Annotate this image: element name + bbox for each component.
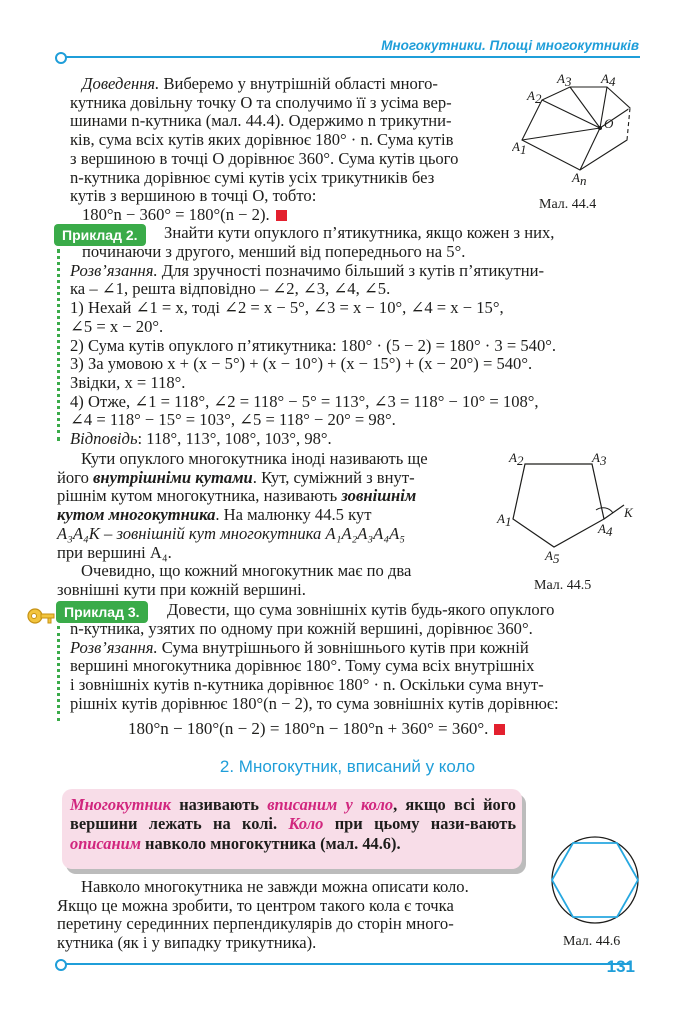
label-o: O (604, 116, 614, 131)
inscribed-hexagon (552, 843, 638, 917)
solution-line: Сума внутрішнього й зовнішнього кутів при кожній (157, 637, 529, 657)
solution-line: 1) Нехай ∠1 = x, тоді ∠2 = x − 5°, ∠3 = x − 10°, ∠4 = x − 15°, (70, 298, 504, 318)
paragraph-line: Якщо це можна зробити, то центром такого кола є точка (57, 895, 454, 915)
end-of-proof-mark (494, 724, 505, 735)
definition-fragment: при цьому нази-вають (323, 814, 516, 834)
label-a4: A4 (598, 521, 613, 539)
solution-line: Для зручності позначимо більший з кутів п’ятикутни- (157, 260, 544, 280)
solution-line: рішніх кутів дорівнює 180°(n − 2), то сума зовнішніх кутів дорівнює: (70, 693, 559, 713)
solution-line: ∠4 = 118° − 15° = 103°, ∠5 = 118° − 20° = 98°. (70, 410, 396, 430)
example-3-formula-row (128, 720, 628, 739)
task-line: n-кутника, узятих по одному при кожній вершині, дорівнює 360°. (70, 619, 533, 638)
solution-lead: Розв’язання. (70, 637, 158, 657)
figure-44-4-caption: Мал. 44.4 (539, 197, 597, 212)
paragraph-line: при вершині A₄. (57, 542, 172, 562)
term-circle: Коло (288, 814, 324, 834)
label-a4: A4 (601, 71, 616, 89)
proof-line: шинами n-кутника (мал. 44.4). Одержимо n трикутни- (70, 111, 452, 131)
solution-line: Звідки, x = 118°. (70, 372, 186, 392)
label-a3: A3 (592, 450, 607, 468)
example-3-body (70, 620, 636, 714)
term-circumscribed: описаним (70, 833, 141, 853)
term-polygon: Многокутник (70, 795, 171, 814)
header-rule-dot (55, 52, 67, 64)
proof-line: кутника довільну точку O та сполучимо її з усіма вер- (70, 92, 452, 112)
header-rule (62, 56, 640, 58)
example-3-badge: Приклад 3. (56, 601, 148, 623)
solution-line: і зовнішніх кутів n-кутника дорівнює 180° · n. Оскільки сума внут- (70, 675, 544, 695)
solution-line: 3) За умовою x + (x − 5°) + (x − 10°) + (x − 15°) + (x − 20°) = 540°. (70, 354, 533, 374)
figure-44-5-caption: Мал. 44.5 (534, 578, 592, 593)
paragraph-fragment: . Кут, суміжний з внут- (252, 467, 415, 487)
pentagon (513, 464, 604, 547)
solution-line: ∠5 = x − 20°. (70, 316, 164, 336)
section-title: 2. Многокутник, вписаний у коло (219, 757, 476, 776)
example-2-task (164, 224, 636, 243)
label-k: K (624, 505, 633, 520)
label-an: An (572, 170, 587, 188)
proof-formula: 180°n − 360° = 180°(n − 2). (82, 204, 270, 224)
answer-text: : 118°, 113°, 108°, 103°, 98°. (137, 429, 332, 449)
paragraph-line: Очевидно, що кожний многокутник має по два (81, 561, 412, 581)
figure-44-4 (512, 70, 652, 190)
proof-line: кутів з вершиною в точці O, тобто: (70, 186, 317, 206)
paragraph-line: Навколо многокутника не завжди можна описати коло. (81, 877, 469, 896)
example-2-badge: Приклад 2. (54, 224, 146, 246)
paragraph-line: A₃A₄K – зовнішній кут многокутника A₁A₂A₃A₄A₅ (57, 523, 405, 543)
definition-fragment: , якщо всі його вершини лежать на колі. (70, 795, 516, 834)
example-3-margin-dots (57, 626, 60, 721)
solution-line: 4) Отже, ∠1 = 118°, ∠2 = 118° − 5° = 113°, ∠3 = 118° − 10° = 108°, (70, 391, 539, 411)
paragraph-fragment: рішнім кутом многокутника, називають (57, 486, 342, 506)
paragraph-line: кутника (як і у випадку трикутника). (57, 933, 317, 953)
label-a1: A1 (497, 511, 512, 529)
paragraph-fragment: . На малюнку 44.5 кут (215, 505, 372, 525)
solution-lead: Розв’язання. (70, 260, 158, 280)
label-a3: A3 (557, 71, 572, 89)
solution-line: 2) Сума кутів опуклого п’ятикутника: 180° · (5 − 2) = 180° · 3 = 540°. (70, 335, 557, 355)
term-interior-angles: внутрішніми кутами (93, 467, 253, 487)
label-a1: A1 (512, 139, 527, 157)
key-icon (26, 603, 56, 631)
term-inscribed: вписаним у коло (267, 795, 394, 814)
exterior-angles-paragraph (57, 450, 479, 600)
label-a2: A2 (509, 450, 524, 468)
paragraph-line: зовнішні кути при кожній вершині. (57, 579, 306, 599)
page-number: 131 (606, 957, 635, 976)
proof-lead: Доведення. (82, 74, 160, 93)
paragraph-fragment: його (57, 467, 94, 487)
definition-fragment: навколо многокутника (мал. 44.6). (140, 833, 401, 853)
paragraph-line: перетину серединних перпендикулярів до сторін много- (57, 914, 454, 934)
task-line: Довести, що сума зовнішніх кутів будь-якого опуклого (167, 600, 555, 619)
closing-paragraph (57, 878, 532, 953)
example-3-task (167, 601, 636, 620)
proof-line: Виберемо у внутрішній області много- (159, 74, 438, 93)
definition-fragment: називають (170, 795, 268, 814)
running-header: Многокутники. Площі многокутників (381, 38, 639, 53)
solution-line: вершині многокутника дорівнює 180°. Тому сума всіх внутрішніх (70, 656, 535, 676)
figure-44-6 (545, 830, 645, 930)
extension-ray (604, 505, 624, 519)
proof-line: ків, сума всіх кутів яких дорівнює 180° · n. Сума кутів (70, 130, 454, 150)
figure-44-6-caption: Мал. 44.6 (563, 934, 621, 949)
example-2-body (70, 243, 636, 449)
example-3-formula: 180°n − 180°(n − 2) = 180°n − 180°n + 360° = 360°. (128, 719, 489, 738)
paragraph-line: Кути опуклого многокутника іноді називають ще (81, 449, 428, 468)
term-exterior-angle: зовнішнім (341, 486, 417, 506)
circumscribed-circle (552, 837, 638, 923)
label-a5: A5 (545, 548, 560, 566)
footer-rule-dot (55, 959, 67, 971)
definition-text (70, 795, 516, 853)
end-of-proof-mark (276, 210, 287, 221)
proof-paragraph (70, 75, 502, 225)
term-exterior-angle-cont: кутом многокутника (57, 505, 216, 525)
footer-rule (62, 963, 630, 965)
answer-lead: Відповідь (70, 429, 138, 449)
label-a2: A2 (527, 88, 542, 106)
example-2-margin-dots (57, 249, 60, 441)
task-line: починаючи з другого, менший від попереднього на 5°. (82, 242, 466, 261)
proof-line: n-кутника дорівнює сумі кутів усіх трикутників без (70, 167, 435, 187)
solution-line: ка – ∠1, решта відповідно – ∠2, ∠3, ∠4, ∠5. (70, 279, 391, 299)
figure-44-5 (492, 447, 642, 572)
task-line: Знайти кути опуклого п’ятикутника, якщо кожен з них, (164, 223, 555, 242)
proof-line: з вершиною в точці O дорівнює 360°. Сума кутів цього (70, 148, 459, 168)
